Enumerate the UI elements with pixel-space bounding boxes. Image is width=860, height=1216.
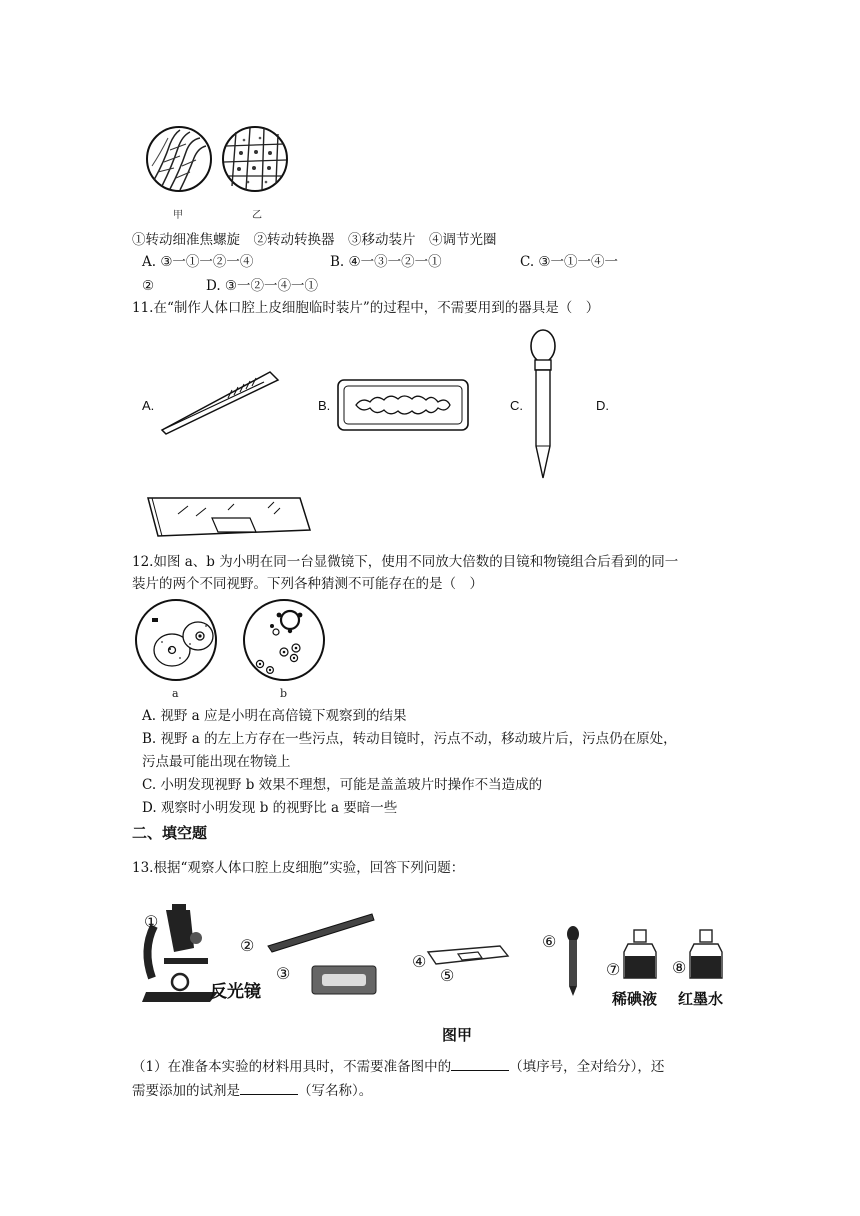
q10-label-jia: 甲 bbox=[173, 210, 183, 221]
q13-part1-text-b: （填序号，全对给分），还 bbox=[509, 1059, 665, 1075]
q13-part1-line2 bbox=[132, 1080, 372, 1101]
q10-figure bbox=[140, 122, 300, 202]
q10-steps: ①转动细准焦螺旋 ②转动转换器 ③移动装片 ④调节光圈 bbox=[132, 232, 497, 248]
iodine-label: 稀碘液 bbox=[612, 991, 658, 1008]
fig-number-8: ⑧ bbox=[672, 958, 687, 977]
razor-blade-icon bbox=[336, 378, 470, 432]
fig-caption: 图甲 bbox=[442, 1027, 473, 1044]
q13-part1-line1 bbox=[132, 1056, 664, 1077]
q11-stem: 11.在“制作人体口腔上皮细胞临时装片”的过程中，不需要用到的器具是（ ） bbox=[132, 300, 600, 316]
tweezers-icon bbox=[158, 370, 282, 436]
answer-blank-2[interactable] bbox=[240, 1080, 298, 1095]
q10-option-d: D. ③一②一④一① bbox=[206, 278, 319, 294]
q11-option-b: B. bbox=[318, 398, 331, 413]
q10-option-b: B. ④一③一②一① bbox=[330, 254, 442, 270]
fig-number-2: ② bbox=[240, 936, 255, 955]
glass-slide-icon bbox=[144, 494, 312, 540]
q11-option-d: D. bbox=[596, 398, 609, 413]
ink-bottle-icon bbox=[690, 930, 722, 978]
q13-part1-text-c: 需要添加的试剂是 bbox=[132, 1083, 240, 1099]
q12-option-d: D. 观察时小明发现 b 的视野比 a 要暗一些 bbox=[142, 800, 398, 816]
iodine-bottle-icon bbox=[624, 930, 656, 978]
fig-number-1: ① bbox=[144, 912, 159, 931]
q13-part1-text-a: （1）在准备本实验的材料用具时，不需要准备图中的 bbox=[132, 1059, 452, 1075]
q12-stem-line2: 装片的两个不同视野。下列各种猜测不可能存在的是（ ） bbox=[132, 576, 483, 592]
q12-label-b: b bbox=[280, 687, 288, 700]
fig-number-3: ③ bbox=[276, 964, 291, 983]
q12-figure bbox=[132, 598, 332, 688]
tweezers-icon bbox=[268, 914, 374, 952]
fig-number-6: ⑥ bbox=[542, 932, 557, 951]
q12-option-c: C. 小明发现视野 b 效果不理想，可能是盖盖玻片时操作不当造成的 bbox=[142, 777, 543, 793]
fig-number-7: ⑦ bbox=[606, 960, 621, 979]
dropper-icon bbox=[528, 328, 558, 480]
glass-slide-icon bbox=[428, 946, 508, 964]
razor-blade-icon bbox=[312, 966, 376, 994]
view-jia bbox=[147, 127, 211, 191]
view-a bbox=[136, 600, 216, 680]
q12-option-a: A. 视野 a 应是小明在高倍镜下观察到的结果 bbox=[142, 708, 407, 724]
section-title-fill-blank: 二、填空题 bbox=[132, 824, 208, 842]
mirror-label: 反光镜 bbox=[210, 982, 261, 1001]
q11-option-c: C. bbox=[510, 398, 523, 413]
q11-option-a: A. bbox=[142, 398, 155, 413]
answer-blank-1[interactable] bbox=[451, 1056, 509, 1071]
dropper-icon bbox=[567, 926, 579, 996]
q13-stem: 13.根据“观察人体口腔上皮细胞”实验，回答下列问题： bbox=[132, 860, 465, 876]
q12-label-a: a bbox=[172, 687, 179, 700]
q12-option-b-line1: B. 视野 a 的左上方存在一些污点，转动目镜时，污点不动，移动玻片后，污点仍在原处， bbox=[142, 731, 677, 747]
ink-label: 红墨水 bbox=[678, 991, 724, 1008]
view-yi bbox=[223, 127, 287, 191]
fig-number-4: ④ bbox=[412, 952, 427, 971]
q10-option-a: A. ③一①一②一④ bbox=[142, 254, 254, 270]
q10-option-c: C. ③一①一④一 bbox=[520, 254, 619, 270]
q10-label-yi: 乙 bbox=[252, 210, 262, 221]
q12-stem-line1: 12.如图 a、b 为小明在同一台显微镜下，使用不同放大倍数的目镜和物镜组合后看到的同一 bbox=[132, 554, 679, 570]
fig-number-5: ⑤ bbox=[440, 966, 455, 985]
q10-option-c-cont: ② bbox=[142, 278, 155, 294]
q12-option-b-line2: 污点最可能出现在物镜上 bbox=[142, 754, 291, 770]
q13-part1-text-d: （写名称）。 bbox=[298, 1083, 373, 1099]
view-b bbox=[244, 600, 324, 680]
